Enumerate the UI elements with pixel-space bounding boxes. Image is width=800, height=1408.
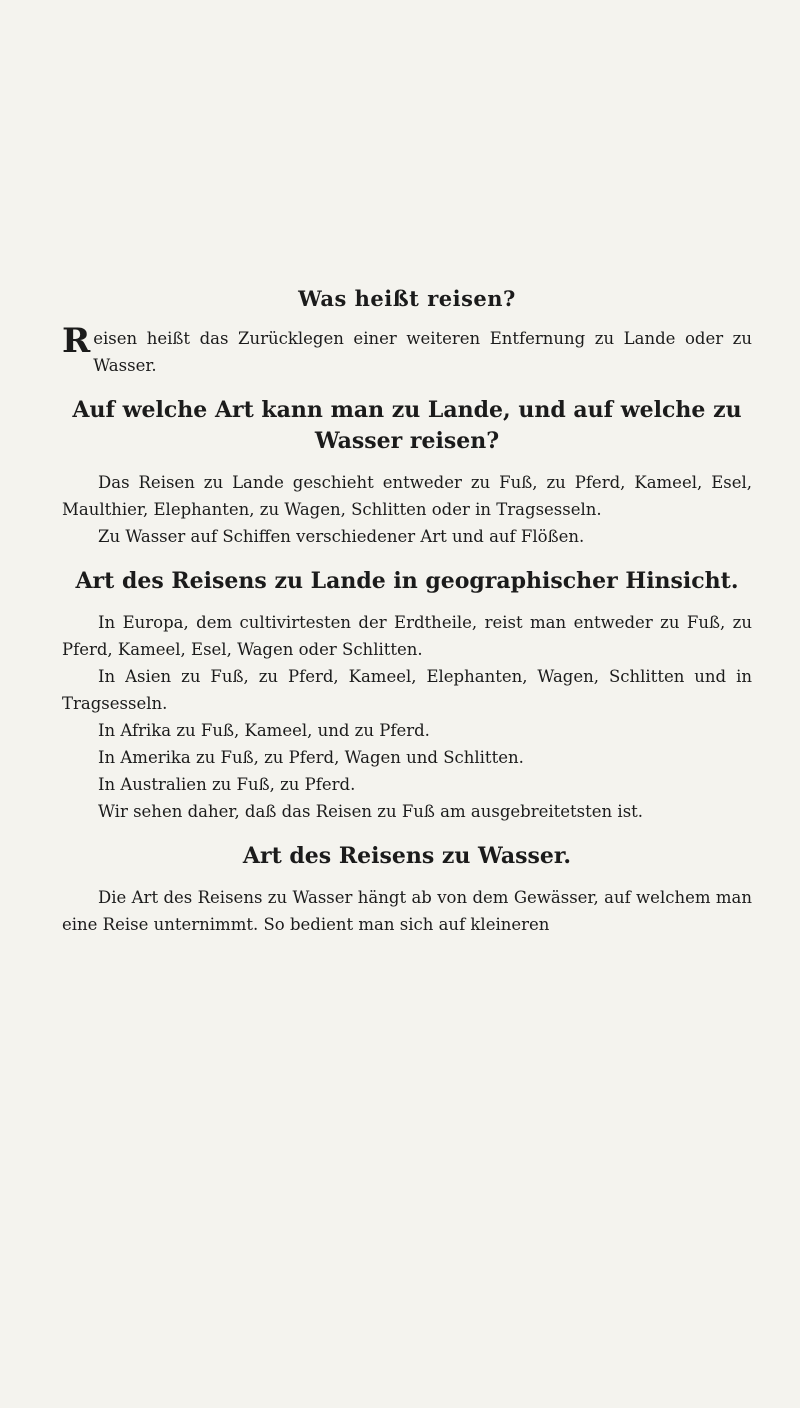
paragraph: Zu Wasser auf Schiffen verschiedener Art und auf Flößen. <box>98 527 585 546</box>
intro-text: eisen heißt das Zurücklegen einer weiteren Entfernung zu Lande oder zu Wasser. <box>93 329 752 375</box>
intro-section <box>62 321 752 379</box>
section-heading: Auf welche Art kann man zu Lande, und auf welche zu Wasser reisen? <box>72 397 742 454</box>
paragraph: Die Art des Reisens zu Wasser hängt ab von dem Gewässer, auf welchem man eine Reise unternimmt. So bedient man sich auf kleineren <box>62 888 752 934</box>
document-page <box>62 286 752 942</box>
paragraph: In Australien zu Fuß, zu Pferd. <box>98 775 356 794</box>
section-water <box>62 841 752 938</box>
section-heading: Art des Reisens zu Wasser. <box>242 843 572 869</box>
section-heading: Art des Reisens zu Lande in geographischer Hinsicht. <box>75 568 739 594</box>
paragraph: In Asien zu Fuß, zu Pferd, Kameel, Elephanten, Wagen, Schlitten und in Tragsesseln. <box>62 667 752 713</box>
section-geographic <box>62 566 752 825</box>
page-title: Was heißt reisen? <box>298 286 516 311</box>
paragraph: In Afrika zu Fuß, Kameel, und zu Pferd. <box>98 721 430 740</box>
paragraph: Wir sehen daher, daß das Reisen zu Fuß am ausgebreitetsten ist. <box>98 802 644 821</box>
intro-paragraph <box>62 321 752 379</box>
section-land-and-water <box>62 395 752 550</box>
paragraph: Das Reisen zu Lande geschieht entweder zu Fuß, zu Pferd, Kameel, Esel, Maulthier, Elephanten, zu Wagen, Schlitten oder in Tragsesseln. <box>62 473 752 519</box>
paragraph: In Europa, dem cultivirtesten der Erdtheile, reist man entweder zu Fuß, zu Pferd, Kameel, Esel, Wagen oder Schlitten. <box>62 613 752 659</box>
drop-cap: R <box>62 321 91 361</box>
paragraph: In Amerika zu Fuß, zu Pferd, Wagen und Schlitten. <box>98 748 524 767</box>
